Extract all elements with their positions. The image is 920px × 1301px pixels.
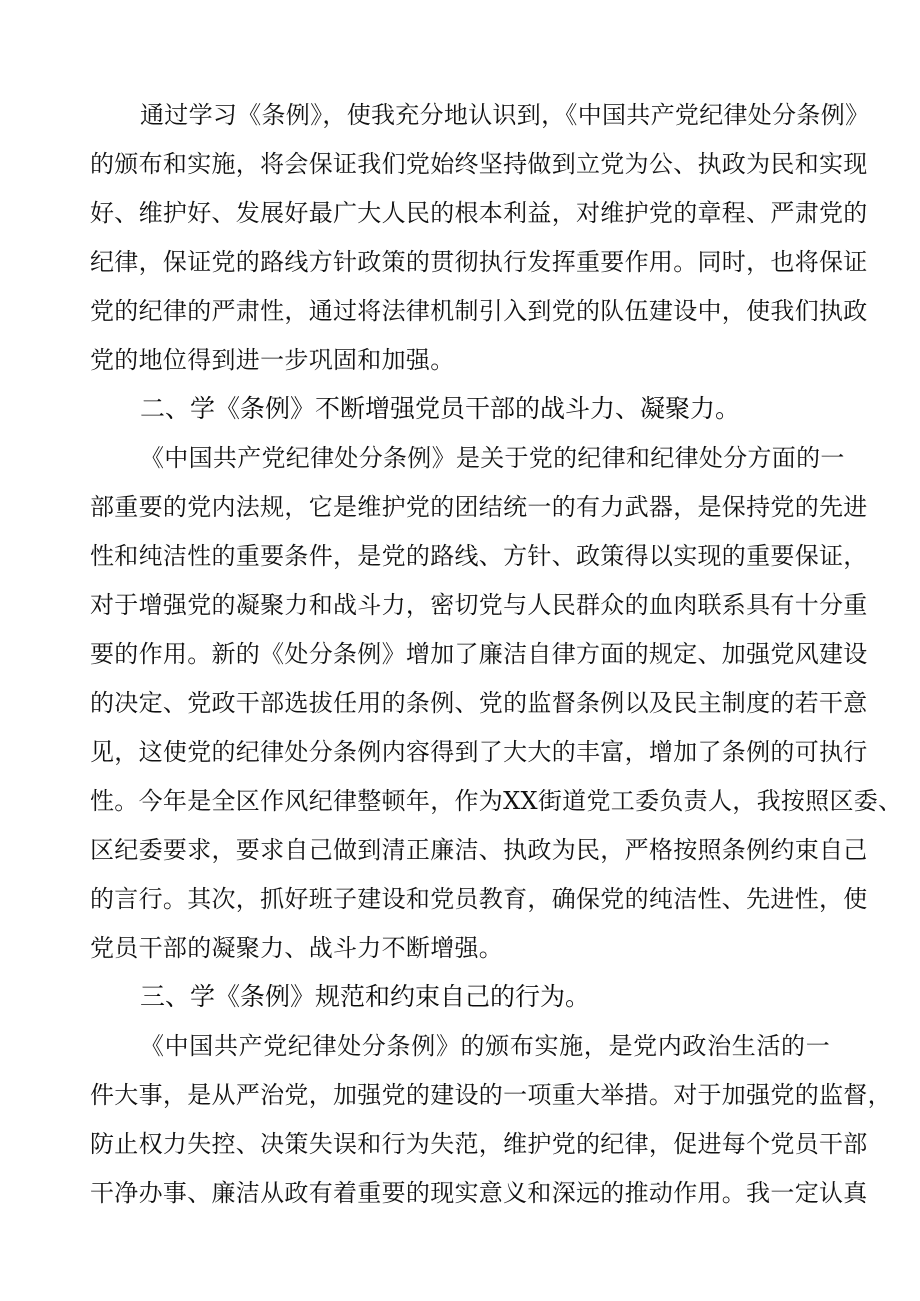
paragraph-1-line-4: 纪律，保证党的路线方针政策的贯彻执行发挥重要作用。同时，也将保证 [90,248,868,276]
paragraph-2-line-2: 部重要的党内法规，它是维护党的团结统一的有力武器，是保持党的先进 [90,493,868,521]
paragraph-1-line-5: 党的纪律的严肃性，通过将法律机制引入到党的队伍建设中，使我们执政 [90,297,868,325]
paragraph-2-line-10: 的言行。其次，抓好班子建设和党员教育，确保党的纯洁性、先进性，使 [90,885,868,913]
paragraph-2-line-5: 要的作用。新的《处分条例》增加了廉洁自律方面的规定、加强党风建设 [90,640,868,668]
paragraph-3-line-2: 件大事，是从严治党，加强党的建设的一项重大举措。对于加强党的监督， [90,1081,892,1109]
paragraph-1-line-1: 通过学习《条例》，使我充分地认识到，《中国共产党纪律处分条例》 [140,101,870,129]
paragraph-2-line-11: 党员干部的凝聚力、战斗力不断增强。 [90,934,504,962]
paragraph-2-line-6: 的决定、党政干部选拔任用的条例、党的监督条例以及民主制度的若干意 [90,689,868,717]
paragraph-2-line-9: 区纪委要求，要求自己做到清正廉洁、执政为民，严格按照条例约束自己 [90,836,868,864]
paragraph-2-line-8: 性。今年是全区作风纪律整顿年，作为XX街道党工委负责人，我按照区委、 [90,787,903,815]
paragraph-2-line-3: 性和纯洁性的重要条件，是党的路线、方针、政策得以实现的重要保证， [90,542,868,570]
section-heading-2: 二、学《条例》不断增强党员干部的战斗力、凝聚力。 [140,394,741,423]
paragraph-2-line-7: 见，这使党的纪律处分条例内容得到了大大的丰富，增加了条例的可执行 [90,738,868,766]
paragraph-2-line-1: 《中国共产党纪律处分条例》是关于党的纪律和纪律处分方面的一 [140,444,845,472]
paragraph-1-line-6: 党的地位得到进一步巩固和加强。 [90,346,455,374]
paragraph-1-line-3: 好、维护好、发展好最广大人民的根本利益，对维护党的章程、严肃党的 [90,199,868,227]
paragraph-1-line-2: 的颁布和实施，将会保证我们党始终坚持做到立党为公、执政为民和实现 [90,150,868,178]
paragraph-3-line-1: 《中国共产党纪律处分条例》的颁布实施，是党内政治生活的一 [140,1032,830,1060]
paragraph-3-line-4: 干净办事、廉洁从政有着重要的现实意义和深远的推动作用。我一定认真 [90,1179,868,1207]
paragraph-3-line-3: 防止权力失控、决策失误和行为失范，维护党的纪律，促进每个党员干部 [90,1130,868,1158]
section-heading-3: 三、学《条例》规范和约束自己的行为。 [140,982,591,1011]
paragraph-2-line-4: 对于增强党的凝聚力和战斗力，密切党与人民群众的血肉联系具有十分重 [90,591,868,619]
